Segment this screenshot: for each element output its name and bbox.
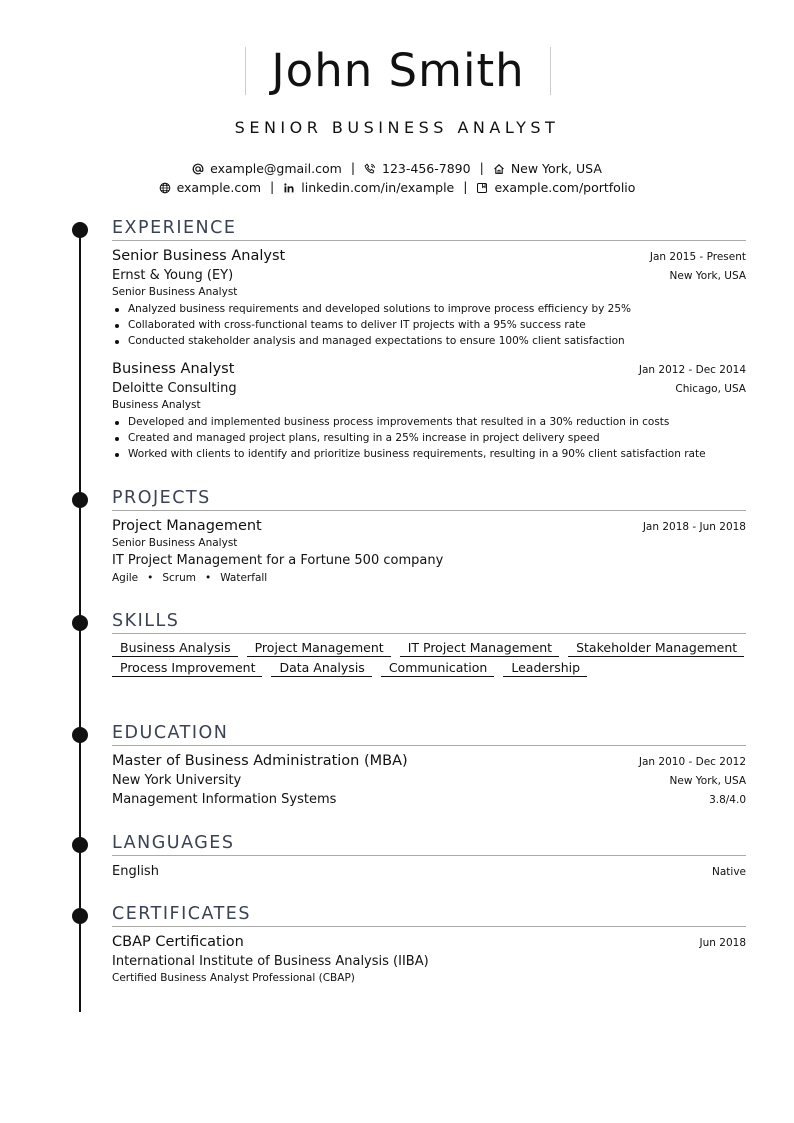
section-languages [112,833,746,881]
keyword-separator: • [147,572,154,584]
candidate-name: John Smith [271,44,525,97]
position: Business Analyst [112,361,235,377]
date-range: Jan 2015 - Present [649,251,746,263]
date-range: Jan 2012 - Dec 2014 [638,364,746,376]
location: New York, USA [669,775,746,787]
school: New York University [112,773,242,788]
bullet: Collaborated with cross-functional teams to deliver IT projects with a 95% success rate [112,317,746,333]
degree: Master of Business Administration (MBA) [112,753,408,769]
company: Deloitte Consulting [112,381,237,396]
contact-row-1 [0,160,794,176]
bullet-list [112,301,746,349]
section-certificates [112,904,746,986]
home-icon [493,163,505,175]
project-description: IT Project Management for a Fortune 500 company [112,553,444,568]
timeline-dot-experience [72,222,88,238]
date-range: Jan 2010 - Dec 2012 [638,756,746,768]
portfolio-icon [476,182,488,194]
linkedin-icon [283,182,295,194]
language-entry [112,862,746,881]
section-divider [112,510,746,511]
project-role: Senior Business Analyst [112,537,238,549]
contact-portfolio[interactable] [476,180,635,195]
skill-tag: Business Analysis [112,640,238,657]
keyword-separator: • [205,572,212,584]
timeline-dot-languages [72,837,88,853]
skill-list [112,640,746,677]
globe-icon [159,182,171,194]
bullet-list [112,414,746,462]
job-subtitle: Senior Business Analyst [112,286,238,298]
experience-entry [112,247,746,349]
section-title: LANGUAGES [112,833,235,853]
project-entry [112,517,746,586]
keyword: Waterfall [220,572,268,584]
position: Senior Business Analyst [112,248,286,264]
section-title: EDUCATION [112,723,229,743]
certificate-description: Certified Business Analyst Professional (CBAP) [112,972,355,984]
skill-tag: Process Improvement [112,660,262,677]
section-title: EXPERIENCE [112,218,237,238]
keyword-list [112,570,746,586]
contact-row-2 [0,179,794,195]
email-text: example@gmail.com [210,161,342,176]
certificate-date: Jun 2018 [699,937,746,949]
date-range: Jan 2018 - Jun 2018 [642,521,746,533]
section-divider [112,745,746,746]
location-text: New York, USA [510,161,602,176]
website-text: example.com [176,180,262,195]
name-frame [245,44,551,97]
skill-tag: Data Analysis [271,660,371,677]
portfolio-text: example.com/portfolio [494,180,636,195]
phone-text: 123-456-7890 [382,161,471,176]
section-title: PROJECTS [112,488,211,508]
at-icon [192,163,204,175]
company: Ernst & Young (EY) [112,268,234,283]
bullet: Conducted stakeholder analysis and managed expectations to ensure 100% client satisfaction [112,333,746,349]
bullet: Analyzed business requirements and developed solutions to improve process efficiency by 25% [112,301,746,317]
certificate-issuer: International Institute of Business Analysis (IIBA) [112,954,429,969]
separator: | [350,160,356,175]
contact-linkedin[interactable] [283,180,454,195]
gpa: 3.8/4.0 [709,794,746,806]
candidate-role: SENIOR BUSINESS ANALYST [234,118,560,137]
timeline-dot-skills [72,615,88,631]
field-of-study: Management Information Systems [112,792,337,807]
linkedin-text: linkedin.com/in/example [301,180,455,195]
section-skills [112,611,746,677]
timeline-dot-projects [72,492,88,508]
location: New York, USA [669,270,746,282]
timeline-dot-education [72,727,88,743]
language-level: Native [712,866,746,878]
bullet: Worked with clients to identify and prioritize business requirements, resulting in a 90% client satisfaction rate [112,446,746,462]
skill-tag: Stakeholder Management [568,640,744,657]
keyword: Agile [112,572,139,584]
contact-location [493,161,602,176]
section-divider [112,633,746,634]
project-name: Project Management [112,518,262,534]
section-title: CERTIFICATES [112,904,251,924]
skill-tag: Communication [381,660,495,677]
certificate-name: CBAP Certification [112,934,244,950]
contact-phone[interactable] [364,161,471,176]
job-subtitle: Business Analyst [112,399,201,411]
section-projects [112,488,746,586]
language: English [112,864,159,879]
section-divider [112,240,746,241]
certificate-entry [112,933,746,986]
skill-tag: Project Management [247,640,391,657]
location: Chicago, USA [675,383,746,395]
skill-tag: Leadership [503,660,587,677]
section-divider [112,855,746,856]
section-title: SKILLS [112,611,180,631]
skill-tag: IT Project Management [400,640,559,657]
contact-website[interactable] [159,180,261,195]
separator: | [463,179,468,194]
section-experience [112,218,746,462]
separator: | [479,160,484,175]
phone-icon [364,163,376,175]
section-divider [112,926,746,927]
timeline-dot-certificates [72,908,88,924]
separator: | [270,179,275,194]
education-entry [112,752,746,809]
bullet: Created and managed project plans, resulting in a 25% increase in project delivery speed [112,430,746,446]
keyword: Scrum [162,572,196,584]
experience-entry [112,360,746,462]
section-education [112,723,746,809]
contact-email[interactable] [192,161,342,176]
bullet: Developed and implemented business process improvements that resulted in a 30% reduction in costs [112,414,746,430]
